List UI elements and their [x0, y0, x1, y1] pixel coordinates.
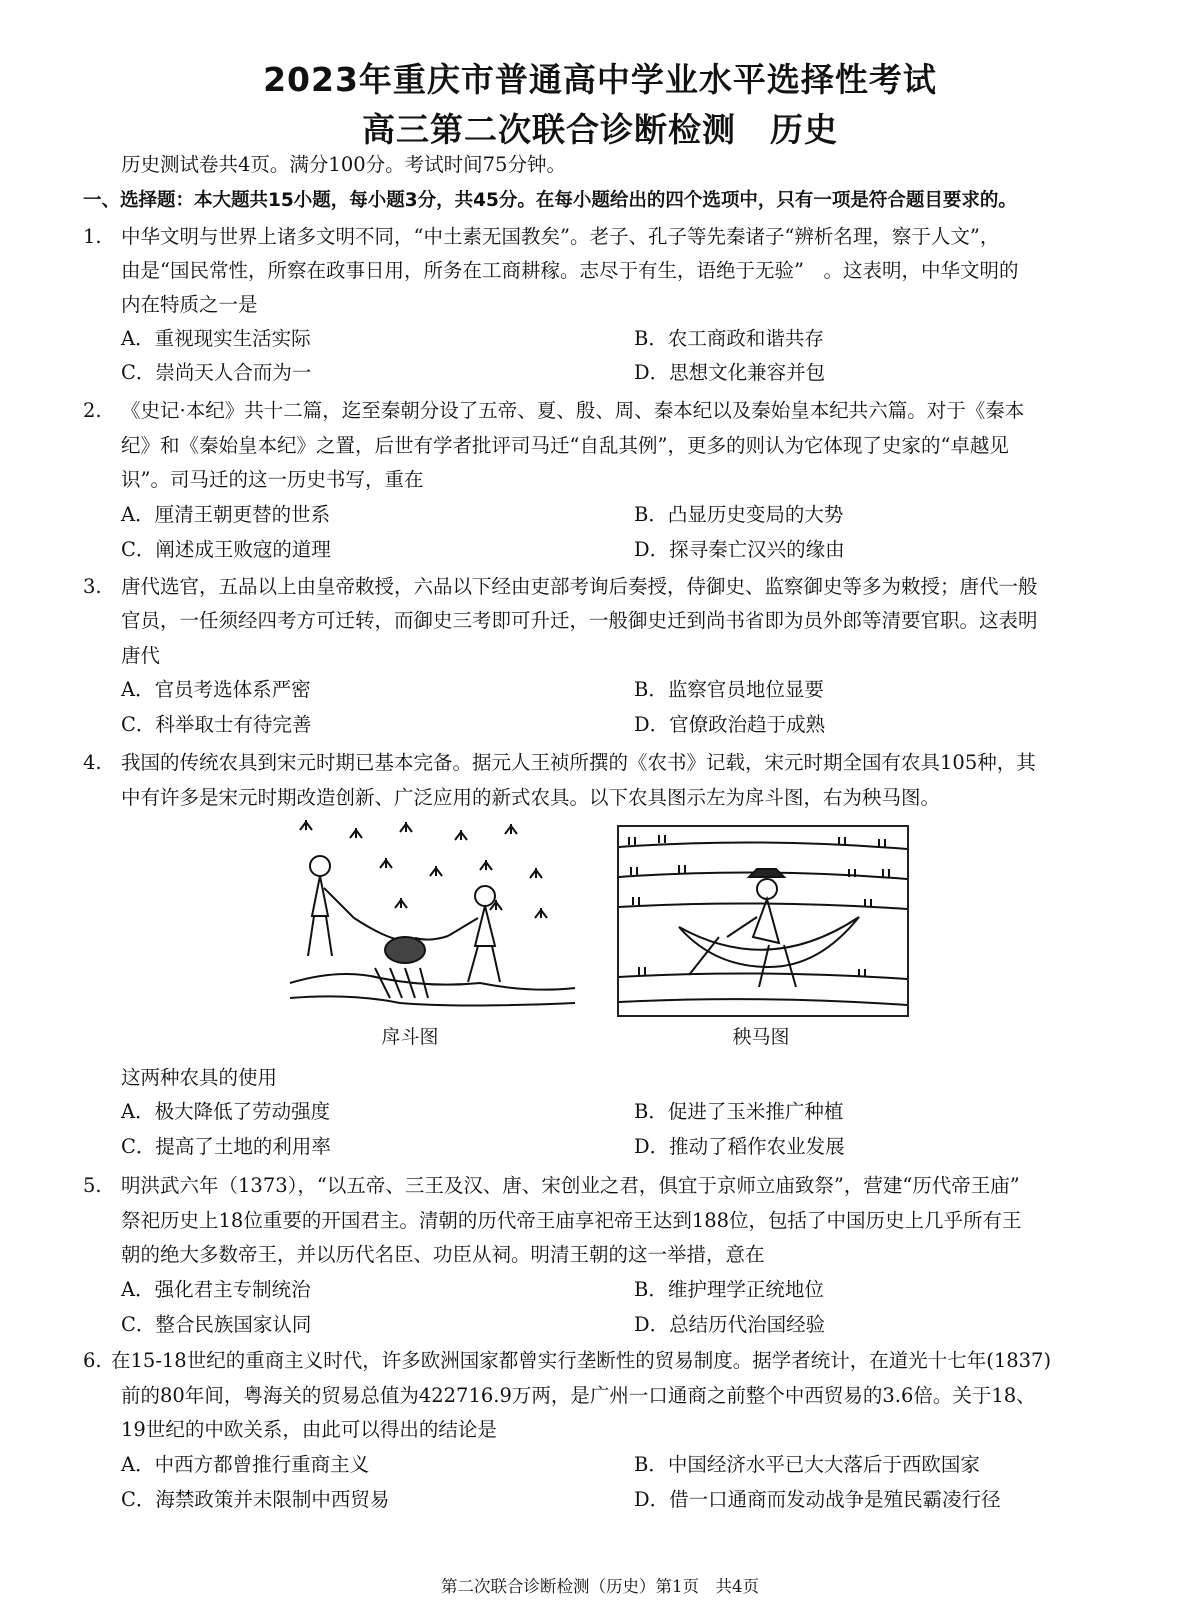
- figure-left-caption: 戽斗图: [381, 1026, 439, 1048]
- question-text: 朝的绝大多数帝王，并以历代名臣、功臣从祠。明清王朝的这一举措，意在: [121, 1243, 765, 1266]
- option-b: B．监察官员地位显要: [634, 678, 824, 701]
- question-number: 4.: [83, 751, 102, 774]
- question-number: 2.: [83, 399, 102, 422]
- option-c: C．崇尚天人合而为一: [121, 361, 312, 384]
- question-number: 3.: [83, 575, 102, 598]
- question-text: 由是“国民常性，所察在政事日用，所务在工商耕稼。志尽于有生，语绝于无验” 。这表明，中华文明的: [121, 259, 1019, 282]
- question-text: 内在特质之一是: [121, 293, 258, 316]
- option-b: B．农工商政和谐共存: [634, 327, 824, 350]
- question-number: 6.: [83, 1349, 102, 1372]
- question-text: 在15-18世纪的重商主义时代，许多欧洲国家都曾实行垄断性的贸易制度。据学者统计，在道光十七年(1837): [111, 1349, 1052, 1372]
- option-d: D．思想文化兼容并包: [634, 361, 826, 384]
- question-text: 明洪武六年（1373），“以五帝、三王及汉、唐、宋创业之君，俱宜于京师立庙致祭”，营建“历代帝王庙”: [121, 1174, 1020, 1197]
- question-text: 19世纪的中欧关系，由此可以得出的结论是: [121, 1418, 497, 1441]
- option-d: D．探寻秦亡汉兴的缘由: [634, 538, 845, 561]
- section-heading: 一、选择题：本大题共15小题，每小题3分，共45分。在每小题给出的四个选项中，只有一项是符合题目要求的。: [83, 190, 1017, 211]
- question-text: 官员，一任须经四考方可迁转，而御史三考即可升迁，一般御史迁到尚书省即为员外郎等清要官职。这表明: [121, 609, 1038, 632]
- yangma-figure-drawing: [619, 827, 907, 1015]
- option-d: D．借一口通商而发动战争是殖民霸凌行径: [634, 1488, 1001, 1511]
- option-a: A．重视现实生活实际: [121, 327, 311, 350]
- option-c: C．海禁政策并未限制中西贸易: [121, 1488, 390, 1511]
- question-text: 纪》和《秦始皇本纪》之置，后世有学者批评司马迁“自乱其例”，更多的则认为它体现了史家的“卓越见: [121, 434, 1009, 457]
- option-a: A．官员考选体系严密: [121, 678, 311, 701]
- question-text: 祭祀历史上18位重要的开国君主。清朝的历代帝王庙享祀帝王达到188位，包括了中国历史上几乎所有王: [121, 1209, 1022, 1232]
- option-d: D．总结历代治国经验: [634, 1313, 826, 1336]
- option-b: B．凸显历史变局的大势: [634, 503, 844, 526]
- option-d: D．官僚政治趋于成熟: [634, 713, 826, 736]
- option-b: B．维护理学正统地位: [634, 1278, 824, 1301]
- question-text: 这两种农具的使用: [121, 1066, 278, 1089]
- option-c: C．阐述成王败寇的道理: [121, 538, 331, 561]
- option-c: C．科举取士有待完善: [121, 713, 312, 736]
- question-text: 唐代选官，五品以上由皇帝敕授，六品以下经由吏部考询后奏授，侍御史、监察御史等多为敕授；唐代一般: [121, 575, 1038, 598]
- question-text: 中华文明与世界上诸多文明不同，“中土素无国教矣”。老子、孔子等先秦诸子“辨析名理，察于人文”，: [121, 225, 1000, 248]
- figure-right-caption: 秧马图: [732, 1026, 790, 1048]
- exam-subtitle: 高三第二次联合诊断检测 历史: [362, 110, 838, 149]
- option-c: C．整合民族国家认同: [121, 1313, 312, 1336]
- option-a: A．强化君主专制统治: [121, 1278, 311, 1301]
- page-footer: 第二次联合诊断检测（历史）第1页 共4页: [441, 1577, 759, 1596]
- option-b: B．中国经济水平已大大落后于西欧国家: [634, 1453, 980, 1476]
- question-text: 中有许多是宋元时期改造创新、广泛应用的新式农具。以下农具图示左为戽斗图，右为秧马图。: [121, 786, 941, 809]
- option-a: A．中西方都曾推行重商主义: [121, 1453, 370, 1476]
- question-number: 5.: [83, 1174, 102, 1197]
- question-number: 1.: [83, 225, 102, 248]
- option-b: B．促进了玉米推广种植: [634, 1100, 844, 1123]
- exam-title: 2023年重庆市普通高中学业水平选择性考试: [263, 60, 937, 99]
- option-a: A．厘清王朝更替的世系: [121, 503, 331, 526]
- question-text: 唐代: [121, 644, 161, 667]
- option-d: D．推动了稻作农业发展: [634, 1135, 845, 1158]
- question-text: 《史记·本纪》共十二篇，迄至秦朝分设了五帝、夏、殷、周、秦本纪以及秦始皇本纪共六篇。对于《秦本: [121, 399, 1025, 422]
- exam-intro: 历史测试卷共4页。满分100分。考试时间75分钟。: [121, 153, 566, 176]
- question-text: 我国的传统农具到宋元时期已基本完备。据元人王祯所撰的《农书》记载，宋元时期全国有农具105种，其: [121, 751, 1036, 774]
- question-text: 前的80年间，粤海关的贸易总值为422716.9万两，是广州一口通商之前整个中西贸易的3.6倍。关于18、: [121, 1384, 1036, 1407]
- option-a: A．极大降低了劳动强度: [121, 1100, 331, 1123]
- question-text: 识”。司马迁的这一历史书写，重在: [121, 468, 424, 491]
- option-c: C．提高了土地的利用率: [121, 1135, 331, 1158]
- hudou-figure-drawing: [280, 818, 580, 1014]
- hudou-illustration: [280, 818, 580, 1014]
- yangma-illustration: [617, 825, 909, 1017]
